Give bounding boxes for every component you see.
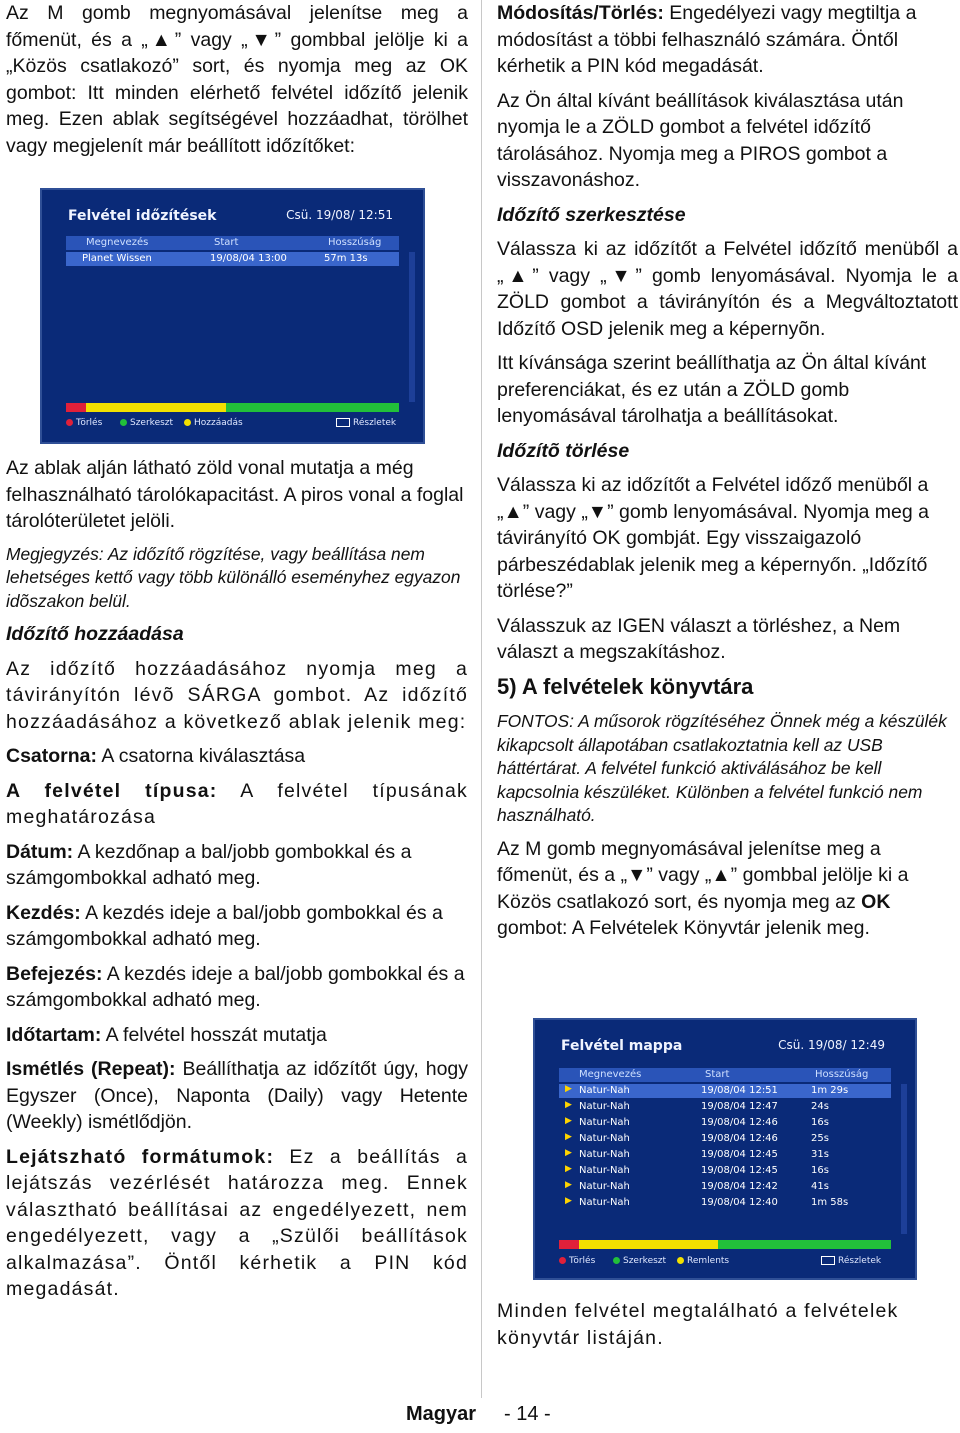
play-arrow-icon: ▶ [565, 1084, 572, 1094]
legend-label: Hozzáadás [194, 418, 243, 428]
legend-label: Szerkeszt [623, 1256, 667, 1266]
yellow-button-icon [184, 419, 191, 426]
legend-edit[interactable] [613, 1254, 666, 1268]
store-paragraph: Az Ön által kívánt beállítások kiválasztása után nyomja le a ZÖLD gombot a felvétel időzítő tárolásához. Nyomja meg a PIROS gombot a visszavonáshoz. [497, 89, 904, 191]
storage-free-segment [226, 403, 399, 412]
column-divider [481, 0, 482, 1398]
final-paragraph: Minden felvétel megtalálható a felvételek könyvtár listáján. [497, 1300, 899, 1349]
ok-key-label: OK [861, 890, 891, 913]
footer-language: Magyar [406, 1403, 477, 1425]
col-header: Hosszúság [328, 237, 382, 248]
field-label: Időtartam: [6, 1023, 102, 1046]
row-start: 19/08/04 13:00 [210, 253, 287, 264]
legend-rename[interactable] [677, 1254, 729, 1268]
green-button-icon [613, 1257, 620, 1264]
row-start: 19/08/04 12:46 [701, 1133, 778, 1144]
legend-label: Remlents [687, 1256, 730, 1266]
legend-label: Törlés [569, 1256, 596, 1266]
right-column [497, 0, 958, 950]
field-text: A kezdés ideje a bal/jobb gombokkal és a számgombokkal adható meg. [6, 901, 443, 950]
field-text: Ez a beállítás a lejátszás vezérlését határozza meg. Ennek választható beállításai az engedélyezett, nem engedélyezett, vagy a „Szülői beállítások alkalmazása”. Öntől kérhetik a PIN kód megadását. [6, 1145, 468, 1300]
screen-clock: Csü. 19/08/ 12:51 [286, 208, 393, 222]
field-label: Kezdés: [6, 901, 81, 924]
button-legend [559, 1254, 891, 1268]
delete-timer-paragraph-2: Válasszuk az IGEN választ a törléshez, a Nem választ a megszakításhoz. [497, 614, 901, 663]
heading-add-timer: Időzítő hozzáadása [6, 623, 184, 645]
red-button-icon [559, 1257, 566, 1264]
field-modify-delete [497, 0, 958, 80]
row-start: 19/08/04 12:51 [701, 1085, 778, 1096]
yellow-button-icon [677, 1257, 684, 1264]
field-label: Csatorna: [6, 745, 98, 767]
col-header: Megnevezés [579, 1069, 642, 1080]
row-start: 19/08/04 12:40 [701, 1197, 778, 1208]
field-label: A felvétel típusa: [6, 779, 218, 802]
row-start: 19/08/04 12:45 [701, 1165, 778, 1176]
row-name: Natur-Nah [579, 1085, 630, 1096]
legend-label: Részletek [353, 418, 397, 428]
row-length: 57m 13s [324, 253, 368, 264]
intro-paragraph: Az M gomb megnyomásával jelenítse meg a főmenüt, és a „▲” vagy „▼” gombbal jelölje ki a „Közös csatlakozó” sort, és nyomja meg az OK gombot: Itt minden elérhető felvétel időzítő jelenik meg. Ezen ablak segítségével hozzáadhat, törölhet vagy megjelenít már beállított időzítőket: [6, 2, 468, 157]
row-length: 1m 29s [811, 1085, 849, 1096]
row-name: Natur-Nah [579, 1117, 630, 1128]
field-playback [6, 1144, 468, 1303]
field-date [6, 839, 468, 892]
row-length: 1m 58s [811, 1197, 849, 1208]
field-text: A kezdőnap a bal/jobb gombokkal és a számgombokkal adható meg. [6, 840, 412, 889]
row-name: Natur-Nah [579, 1165, 630, 1176]
legend-delete[interactable] [66, 416, 102, 430]
field-end [6, 961, 468, 1014]
field-start [6, 900, 468, 953]
storage-used-segment [66, 403, 86, 412]
table-row[interactable] [559, 1180, 891, 1194]
row-name: Natur-Nah [579, 1181, 630, 1192]
field-label: Dátum: [6, 840, 74, 863]
legend-details[interactable] [336, 416, 396, 430]
right-column-final [497, 1298, 958, 1359]
storage-explanation: Az ablak alján látható zöld vonal mutatja a még felhasználható tárolókapacitást. A piros vonal a foglal tárolóterületet jelöli. [6, 457, 464, 532]
table-row[interactable] [559, 1084, 891, 1098]
field-text: A felvétel hosszát mutatja [101, 1023, 327, 1046]
row-name: Natur-Nah [579, 1149, 630, 1160]
table-header [559, 1068, 891, 1082]
info-button-icon [821, 1256, 835, 1265]
row-start: 19/08/04 12:45 [701, 1149, 778, 1160]
field-label: Befejezés: [6, 962, 103, 985]
button-legend [66, 416, 399, 430]
left-column [6, 0, 468, 167]
legend-label: Törlés [76, 418, 103, 428]
row-length: 24s [811, 1101, 829, 1112]
row-length: 16s [811, 1117, 829, 1128]
play-arrow-icon: ▶ [565, 1116, 572, 1126]
field-channel [6, 743, 468, 770]
row-length: 25s [811, 1133, 829, 1144]
table-row[interactable] [66, 252, 399, 266]
row-name: Planet Wissen [82, 253, 152, 264]
col-header: Megnevezés [86, 237, 149, 248]
storage-yellow-segment [86, 403, 226, 412]
row-length: 16s [811, 1165, 829, 1176]
play-arrow-icon: ▶ [565, 1148, 572, 1158]
play-arrow-icon: ▶ [565, 1180, 572, 1190]
heading-edit-timer: Időzítő szerkesztése [497, 203, 686, 226]
field-text: A kezdés ideje a bal/jobb gombokkal és a számgombokkal adható meg. [6, 962, 465, 1011]
col-header: Start [214, 237, 239, 248]
page-number: - 14 - [504, 1403, 551, 1425]
library-paragraph [497, 836, 958, 942]
play-arrow-icon: ▶ [565, 1132, 572, 1142]
row-name: Natur-Nah [579, 1101, 630, 1112]
info-button-icon [336, 418, 350, 427]
note-paragraph: Megjegyzés: Az időzítő rögzítése, vagy beállítása nem lehetséges kettő vagy több különálló eseményhez egyazon idõszakon belül. [6, 543, 461, 611]
screen-title: Felvétel időzítések [68, 208, 217, 224]
storage-yellow-segment [579, 1240, 718, 1249]
scrollbar[interactable] [409, 252, 415, 402]
field-label: Módosítás/Törlés: [497, 2, 664, 24]
storage-free-segment [718, 1240, 891, 1249]
legend-label: Szerkeszt [130, 418, 174, 428]
left-column-lower [6, 455, 468, 1311]
timer-list-screenshot [40, 188, 425, 444]
row-start: 19/08/04 12:42 [701, 1181, 778, 1192]
row-length: 41s [811, 1181, 829, 1192]
field-repeat [6, 1056, 468, 1136]
field-label: Ismétlés (Repeat): [6, 1058, 176, 1080]
row-name: Natur-Nah [579, 1133, 630, 1144]
legend-label: Részletek [838, 1256, 882, 1266]
screen-clock: Csü. 19/08/ 12:49 [778, 1038, 885, 1052]
play-arrow-icon: ▶ [565, 1100, 572, 1110]
storage-used-segment [559, 1240, 579, 1249]
legend-add[interactable] [184, 416, 243, 430]
field-text: Engedélyezi vagy megtiltja a módosítást a többi felhasználó számára. Öntől kérhetik a PIN kód megadását. [497, 2, 917, 77]
legend-details[interactable] [821, 1254, 881, 1268]
play-arrow-icon: ▶ [565, 1164, 572, 1174]
storage-bar [559, 1240, 891, 1249]
edit-timer-paragraph-2: Itt kívánsága szerint beállíthatja az Ön által kívánt preferenciákat, és ez után a ZÖLD gomb lenyomásával tárolhatja a beállításokat. [497, 352, 927, 427]
library-text: Az M gomb megnyomásával jelenítse meg a főmenüt, és a „▼” vagy „▲” gombbal jelölje ki a Közös csatlakozó sort, és nyomja meg az [497, 837, 909, 913]
add-timer-paragraph: Az időzítő hozzáadásához nyomja meg a távirányítón lévõ SÁRGA gombot. Az időzítő hozzáadásához a következő ablak jelenik meg: [6, 657, 468, 733]
row-start: 19/08/04 12:47 [701, 1101, 778, 1112]
field-text: A csatorna kiválasztása [97, 745, 306, 767]
red-button-icon [66, 419, 73, 426]
field-text: Beállíthatja az időzítőt úgy, hogy Egyszer (Once), Naponta (Daily) vagy Hetente (Weekly) ismétlődjön. [6, 1058, 469, 1133]
field-label: Lejátszható formátumok: [6, 1145, 275, 1168]
green-button-icon [120, 419, 127, 426]
storage-bar [66, 403, 399, 412]
important-note: FONTOS: A műsorok rögzítéséhez Önnek még a készülék kikapcsolt állapotában csatlakoztatnia kell az USB háttértárat. A felvétel funkció aktiválásához be kell kapcsolnia készüléket. Különben a felvétel funkció nem használható. [497, 711, 947, 825]
row-start: 19/08/04 12:46 [701, 1117, 778, 1128]
library-text: gombot: A Felvételek Könyvtár jelenik meg. [497, 917, 870, 939]
table-row[interactable] [559, 1132, 891, 1146]
row-name: Natur-Nah [579, 1197, 630, 1208]
table-row[interactable] [559, 1164, 891, 1178]
delete-timer-paragraph-1: Válassza ki az időzítőt a Felvétel időző menüből a „▲” vagy „▼” gomb lenyomásával. Nyomja meg a távirányító OK gombját. Egy visszaigazoló párbeszédablak jelenik meg a képernyőn. „Időzítő törlése?” [497, 474, 929, 602]
table-row[interactable] [559, 1100, 891, 1114]
heading-recordings-library: 5) A felvételek könyvtára [497, 673, 754, 699]
legend-edit[interactable] [120, 416, 173, 430]
field-text: A felvétel típusának meghatározása [6, 779, 468, 828]
col-header: Start [705, 1069, 730, 1080]
col-header: Hosszúság [815, 1069, 869, 1080]
field-duration [6, 1022, 468, 1049]
table-header [66, 236, 399, 250]
row-length: 31s [811, 1149, 829, 1160]
table-row[interactable] [559, 1116, 891, 1130]
recordings-library-screenshot [533, 1018, 917, 1280]
heading-delete-timer: Időzítõ törlése [497, 439, 630, 462]
scrollbar[interactable] [901, 1084, 907, 1234]
table-row[interactable] [559, 1148, 891, 1162]
legend-delete[interactable] [559, 1254, 595, 1268]
field-record-type [6, 778, 468, 831]
screen-title: Felvétel mappa [561, 1038, 683, 1054]
edit-timer-paragraph-1: Válassza ki az időzítőt a Felvétel időzítő menüből a „▲” vagy „▼” gomb lenyomásával. Nyomja le a ZÖLD gombot a távirányítón és a Megváltoztatott Időzítő OSD jelenik meg a képernyõn. [497, 238, 958, 340]
table-row[interactable] [559, 1196, 891, 1210]
play-arrow-icon: ▶ [565, 1196, 572, 1206]
